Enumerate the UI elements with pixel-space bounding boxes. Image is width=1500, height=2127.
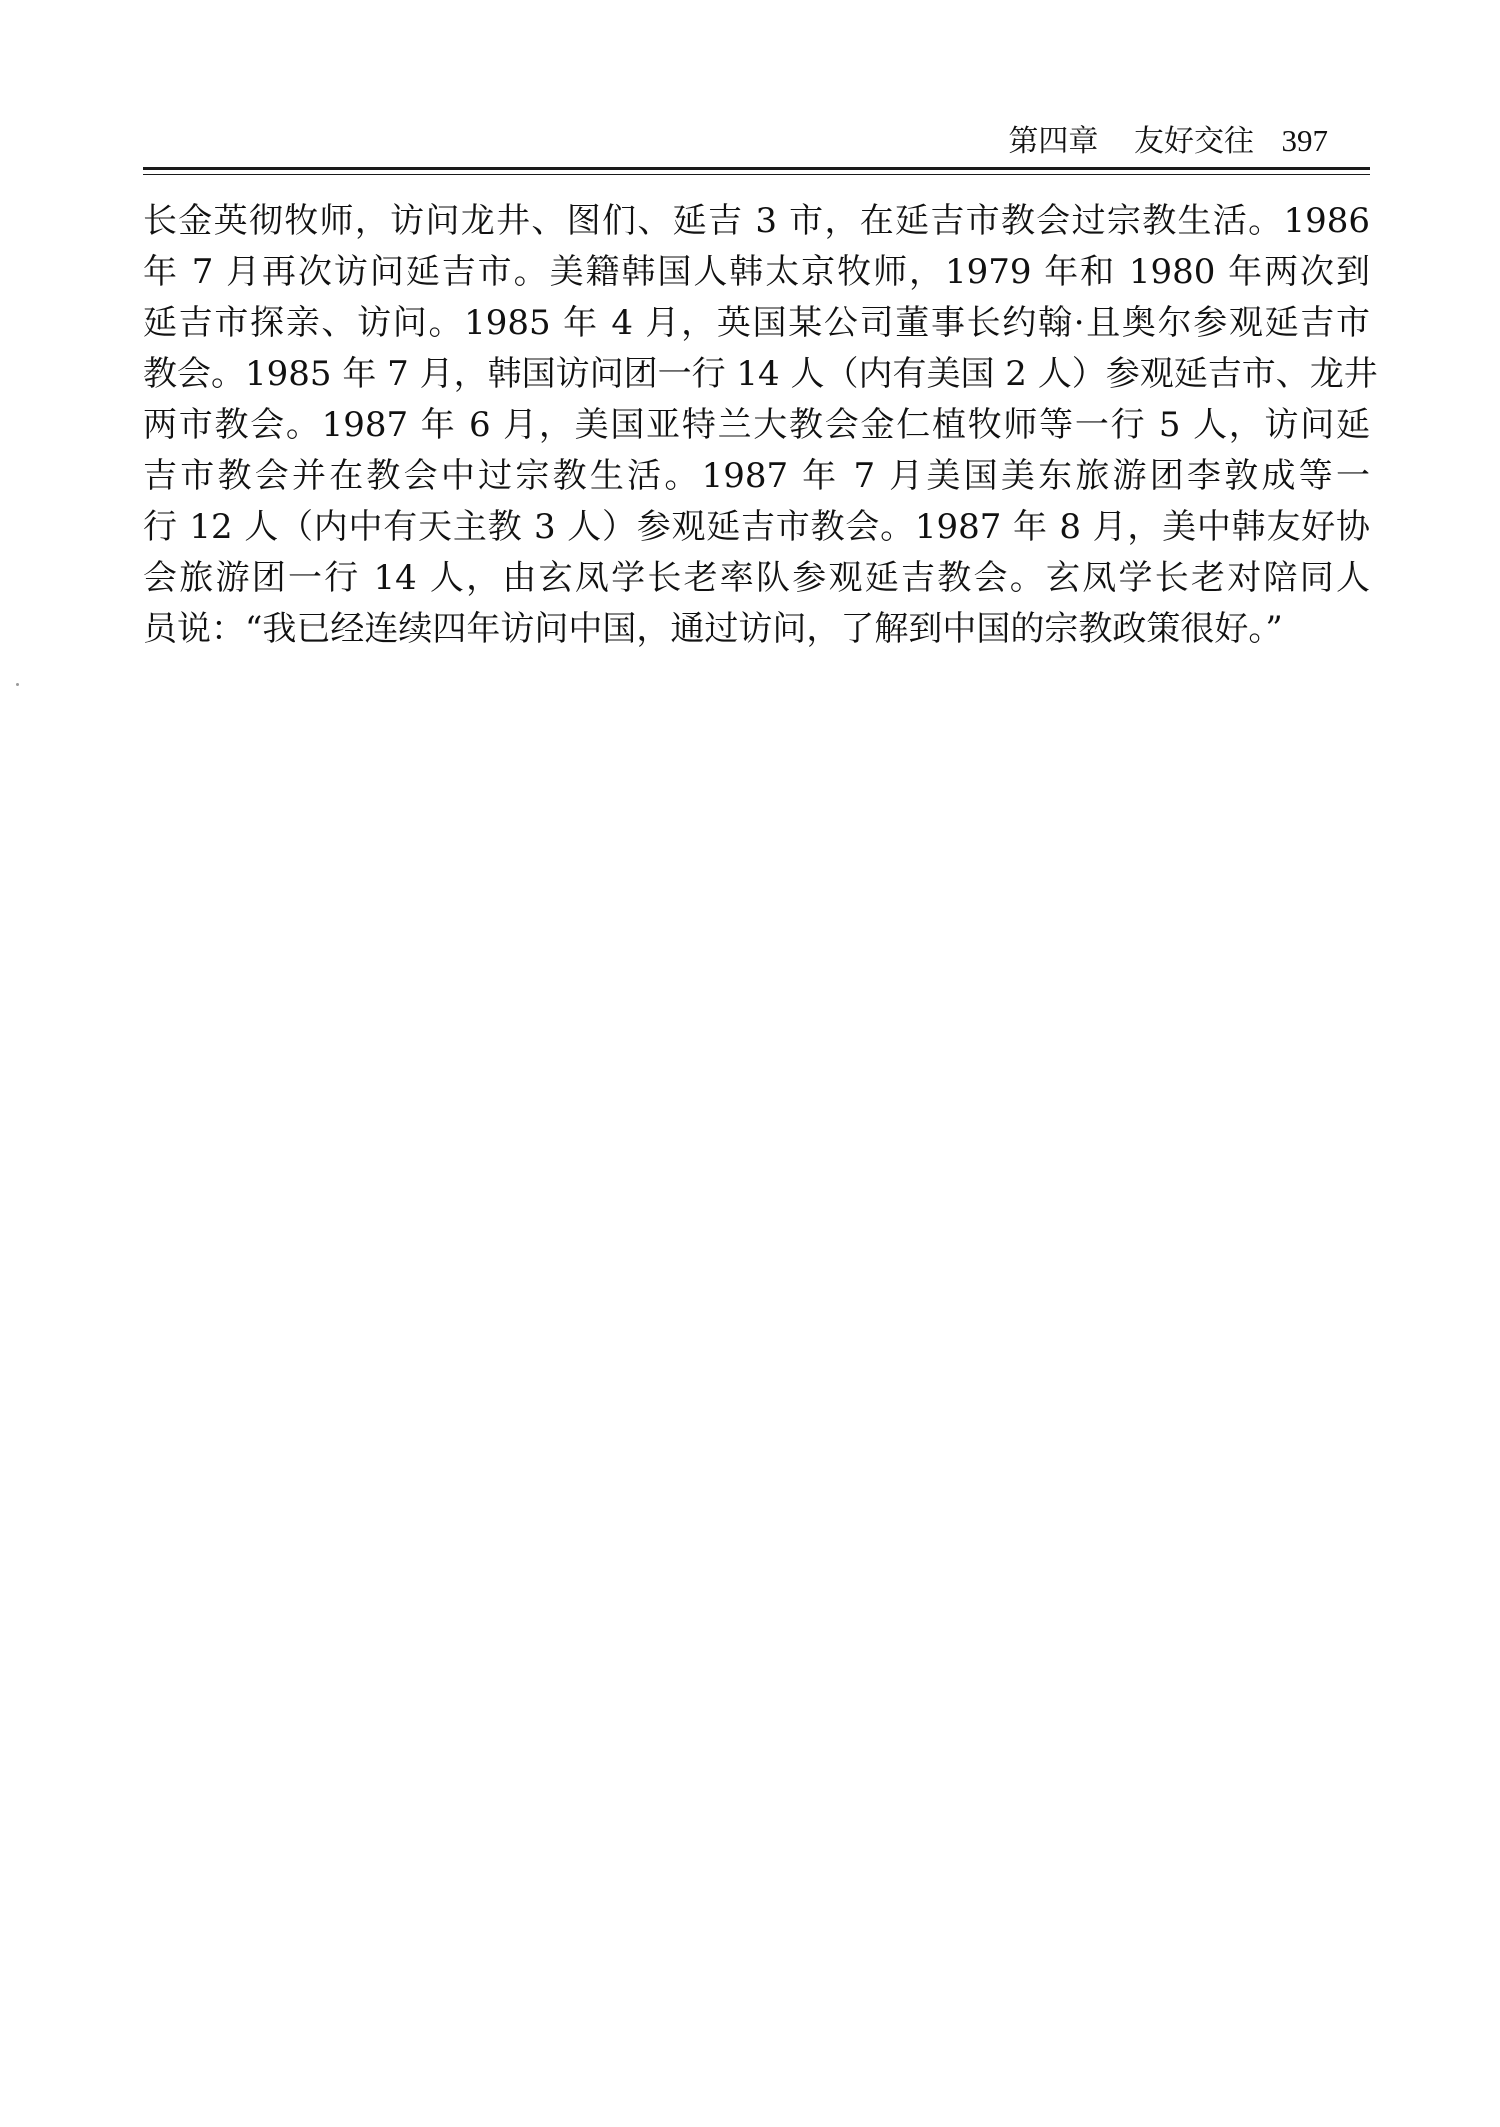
page-number: 397 (1281, 123, 1328, 158)
text-line: 员说：“我已经连续四年访问中国，通过访问，了解到中国的宗教政策很好。” (143, 609, 1283, 649)
chapter-title: 第四章 (1008, 124, 1099, 159)
body-paragraph (143, 196, 1378, 655)
text-line: 延吉市探亲、访问。1985 年 4 月，英国某公司董事长约翰·且奥尔参观延吉市 (143, 303, 1370, 343)
scan-speck (16, 683, 19, 686)
text-line: 长金英彻牧师，访问龙井、图们、延吉 3 市，在延吉市教会过宗教生活。1986 (143, 201, 1370, 241)
text-line: 两市教会。1987 年 6 月，美国亚特兰大教会金仁植牧师等一行 5 人，访问延 (143, 405, 1370, 445)
header-rule-thick (143, 167, 1370, 170)
header-rule-thin (143, 174, 1370, 175)
text-line: 行 12 人（内中有天主教 3 人）参观延吉市教会。1987 年 8 月，美中韩友好协 (143, 507, 1370, 547)
text-line: 吉市教会并在教会中过宗教生活。1987 年 7 月美国美东旅游团李敦成等一 (143, 456, 1370, 496)
running-head (1008, 122, 1328, 161)
text-line: 教会。1985 年 7 月，韩国访问团一行 14 人（内有美国 2 人）参观延吉市、龙井 (143, 354, 1378, 394)
section-title: 友好交往 (1133, 124, 1254, 159)
text-line: 会旅游团一行 14 人，由玄凤学长老率队参观延吉教会。玄凤学长老对陪同人 (143, 558, 1370, 598)
page-header (143, 118, 1370, 162)
text-line: 年 7 月再次访问延吉市。美籍韩国人韩太京牧师，1979 年和 1980 年两次到 (143, 252, 1370, 292)
